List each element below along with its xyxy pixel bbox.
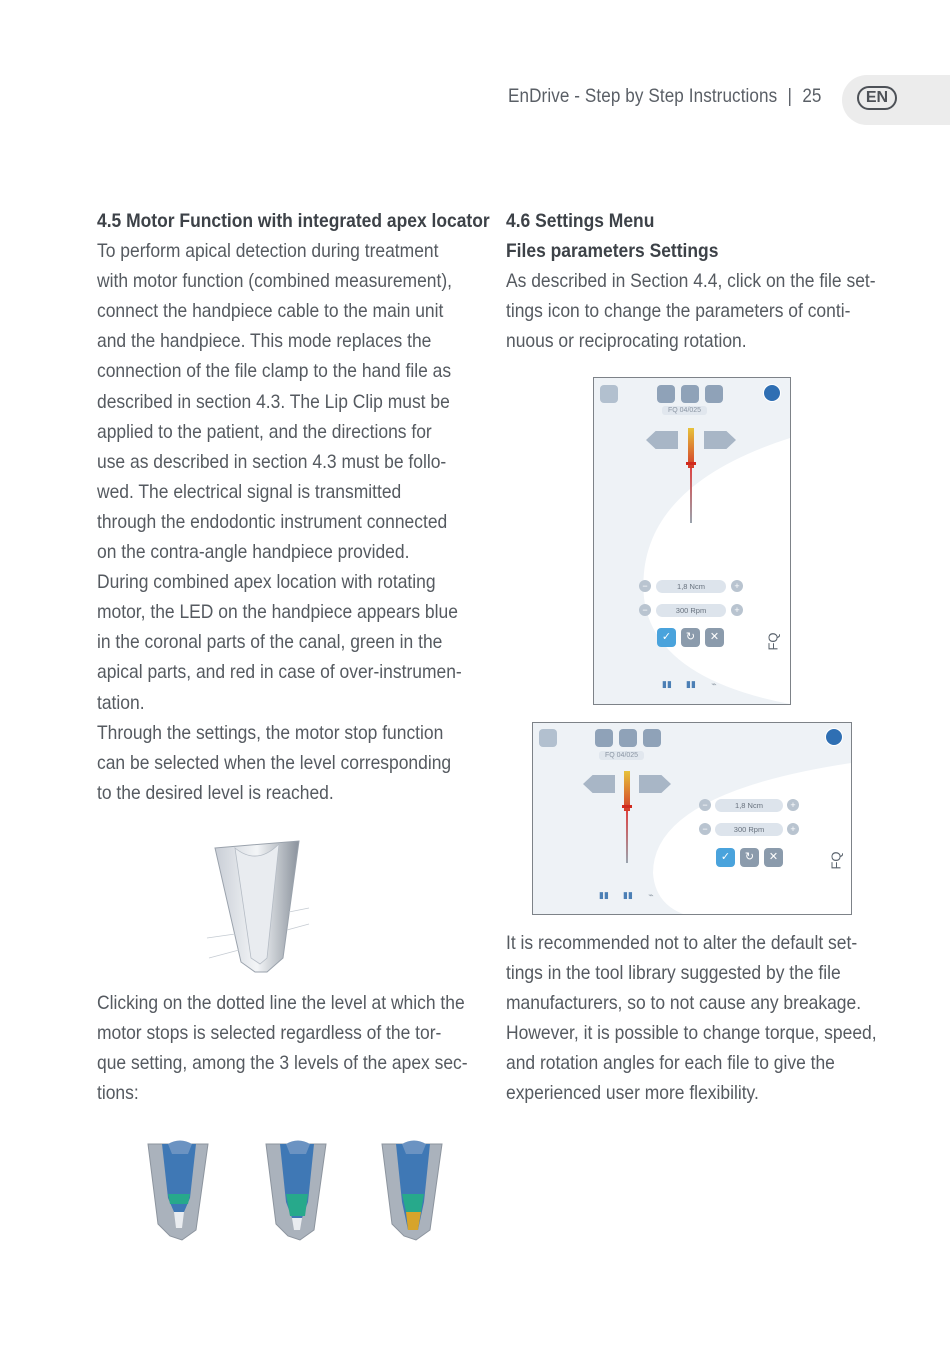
text-line: can be selected when the level corresponding	[97, 751, 452, 774]
file-system-label: FQ	[828, 851, 844, 870]
torque-plus-button[interactable]: +	[731, 580, 743, 592]
screen-background-swoosh	[533, 723, 851, 914]
rotation-mode-icon[interactable]	[619, 729, 637, 747]
confirm-button[interactable]: ✓	[657, 628, 676, 647]
text-line: apical parts, and red in case of over-instrumen-	[97, 661, 462, 684]
text-line: to the desired level is reached.	[97, 781, 334, 804]
file-shaft	[690, 468, 692, 523]
speed-mode-icon[interactable]	[595, 729, 613, 747]
section-4-5-heading: 4.5 Motor Function with integrated apex locator	[97, 210, 490, 232]
apex-locator-icon: ⌁	[711, 679, 717, 689]
text-line: use as described in section 4.3 must be follo-	[97, 450, 447, 473]
text-line: with motor function (combined measurement),	[97, 270, 453, 293]
apex-level-1-illustration	[140, 1138, 218, 1244]
file-shaft	[626, 811, 628, 863]
file-stopper	[686, 462, 696, 465]
text-line: nuous or reciprocating rotation.	[506, 330, 747, 353]
gear-icon[interactable]	[539, 729, 557, 747]
handpiece-icon: ▮▮	[686, 679, 696, 689]
text-line: To perform apical detection during treatment	[97, 240, 439, 263]
torque-plus-button[interactable]: +	[787, 799, 799, 811]
battery-icon: ▮▮	[599, 890, 609, 900]
section-4-6-heading: 4.6 Settings Menu	[506, 210, 655, 232]
text-line: tation.	[97, 691, 145, 714]
file-name-label: FQ 04/025	[662, 406, 707, 415]
page-number: 25	[802, 86, 822, 107]
screen-background-swoosh	[594, 378, 790, 704]
text-line: Clicking on the dotted line the level at which the	[97, 992, 465, 1014]
confirm-button[interactable]: ✓	[716, 848, 735, 867]
section-4-5	[97, 206, 490, 808]
speed-mode-icon[interactable]	[657, 385, 675, 403]
text-line: However, it is possible to change torque, speed,	[506, 1022, 877, 1045]
speed-minus-button[interactable]: −	[699, 823, 711, 835]
file-system-label: FQ	[765, 632, 781, 651]
text-line: experienced user more flexibility.	[506, 1082, 759, 1105]
reset-button[interactable]: ↻	[740, 848, 759, 867]
text-line: described in section 4.3. The Lip Clip must be	[97, 390, 450, 413]
apex-mode-icon[interactable]	[643, 729, 661, 747]
cancel-button[interactable]: ✕	[705, 628, 724, 647]
device-screen-landscape	[532, 722, 852, 915]
text-line: tings icon to change the parameters of conti-	[506, 300, 851, 323]
text-line: on the contra-angle handpiece provided.	[97, 541, 410, 564]
text-line: connect the handpiece cable to the main unit	[97, 300, 444, 323]
text-line: motor stops is selected regardless of the tor-	[97, 1022, 442, 1045]
speed-minus-button[interactable]: −	[639, 604, 651, 616]
device-screen-portrait	[593, 377, 791, 705]
speed-value: 300 Rpm	[656, 604, 726, 617]
text-line: Through the settings, the motor stop function	[97, 721, 444, 744]
file-name-label: FQ 04/025	[599, 751, 644, 760]
handpiece-icon: ▮▮	[623, 890, 633, 900]
gear-icon[interactable]	[600, 385, 618, 403]
reset-button[interactable]: ↻	[681, 628, 700, 647]
text-line: manufacturers, so to not cause any breakage.	[506, 992, 862, 1015]
text-line: through the endodontic instrument connected	[97, 510, 448, 533]
section-4-5-body	[97, 236, 477, 808]
file-stopper	[622, 805, 632, 808]
cancel-button[interactable]: ✕	[764, 848, 783, 867]
torque-value: 1,8 Ncm	[656, 580, 726, 593]
apex-locator-icon: ⌁	[648, 890, 654, 900]
speed-plus-button[interactable]: +	[787, 823, 799, 835]
language-badge: EN	[857, 86, 897, 110]
running-header	[508, 86, 822, 108]
apex-level-3-illustration	[374, 1138, 452, 1244]
battery-icon: ▮▮	[662, 679, 672, 689]
text-line: and the handpiece. This mode replaces the	[97, 330, 432, 353]
apex-mode-icon[interactable]	[705, 385, 723, 403]
torque-minus-button[interactable]: −	[639, 580, 651, 592]
brand-logo-icon	[763, 384, 781, 402]
text-line: wed. The electrical signal is transmitted	[97, 480, 402, 503]
text-line: During combined apex location with rotating	[97, 571, 436, 594]
canal-illustration	[205, 838, 315, 980]
apex-level-2-illustration	[258, 1138, 336, 1244]
text-line: que setting, among the 3 levels of the apex sec-	[97, 1052, 468, 1075]
torque-minus-button[interactable]: −	[699, 799, 711, 811]
apex-levels-text	[97, 988, 477, 1108]
text-line: motor, the LED on the handpiece appears blue	[97, 601, 458, 624]
text-line: It is recommended not to alter the default set-	[506, 932, 858, 954]
text-line: in the coronal parts of the canal, green in the	[97, 631, 443, 654]
text-line: applied to the patient, and the directions for	[97, 420, 432, 443]
recommendation-text	[506, 928, 886, 1109]
speed-value: 300 Rpm	[715, 823, 783, 836]
brand-logo-icon	[825, 728, 843, 746]
text-line: tions:	[97, 1082, 139, 1105]
rotation-mode-icon[interactable]	[681, 385, 699, 403]
text-line: As described in Section 4.4, click on the file set-	[506, 270, 876, 293]
header-separator: |	[787, 86, 793, 107]
text-line: tings in the tool library suggested by the file	[506, 962, 841, 985]
section-4-6	[506, 206, 886, 356]
header-title: EnDrive - Step by Step Instructions	[508, 86, 778, 107]
text-line: connection of the file clamp to the hand file as	[97, 360, 452, 383]
files-parameters-heading: Files parameters Settings	[506, 240, 719, 263]
text-line: and rotation angles for each file to give the	[506, 1052, 835, 1075]
torque-value: 1,8 Ncm	[715, 799, 783, 812]
speed-plus-button[interactable]: +	[731, 604, 743, 616]
